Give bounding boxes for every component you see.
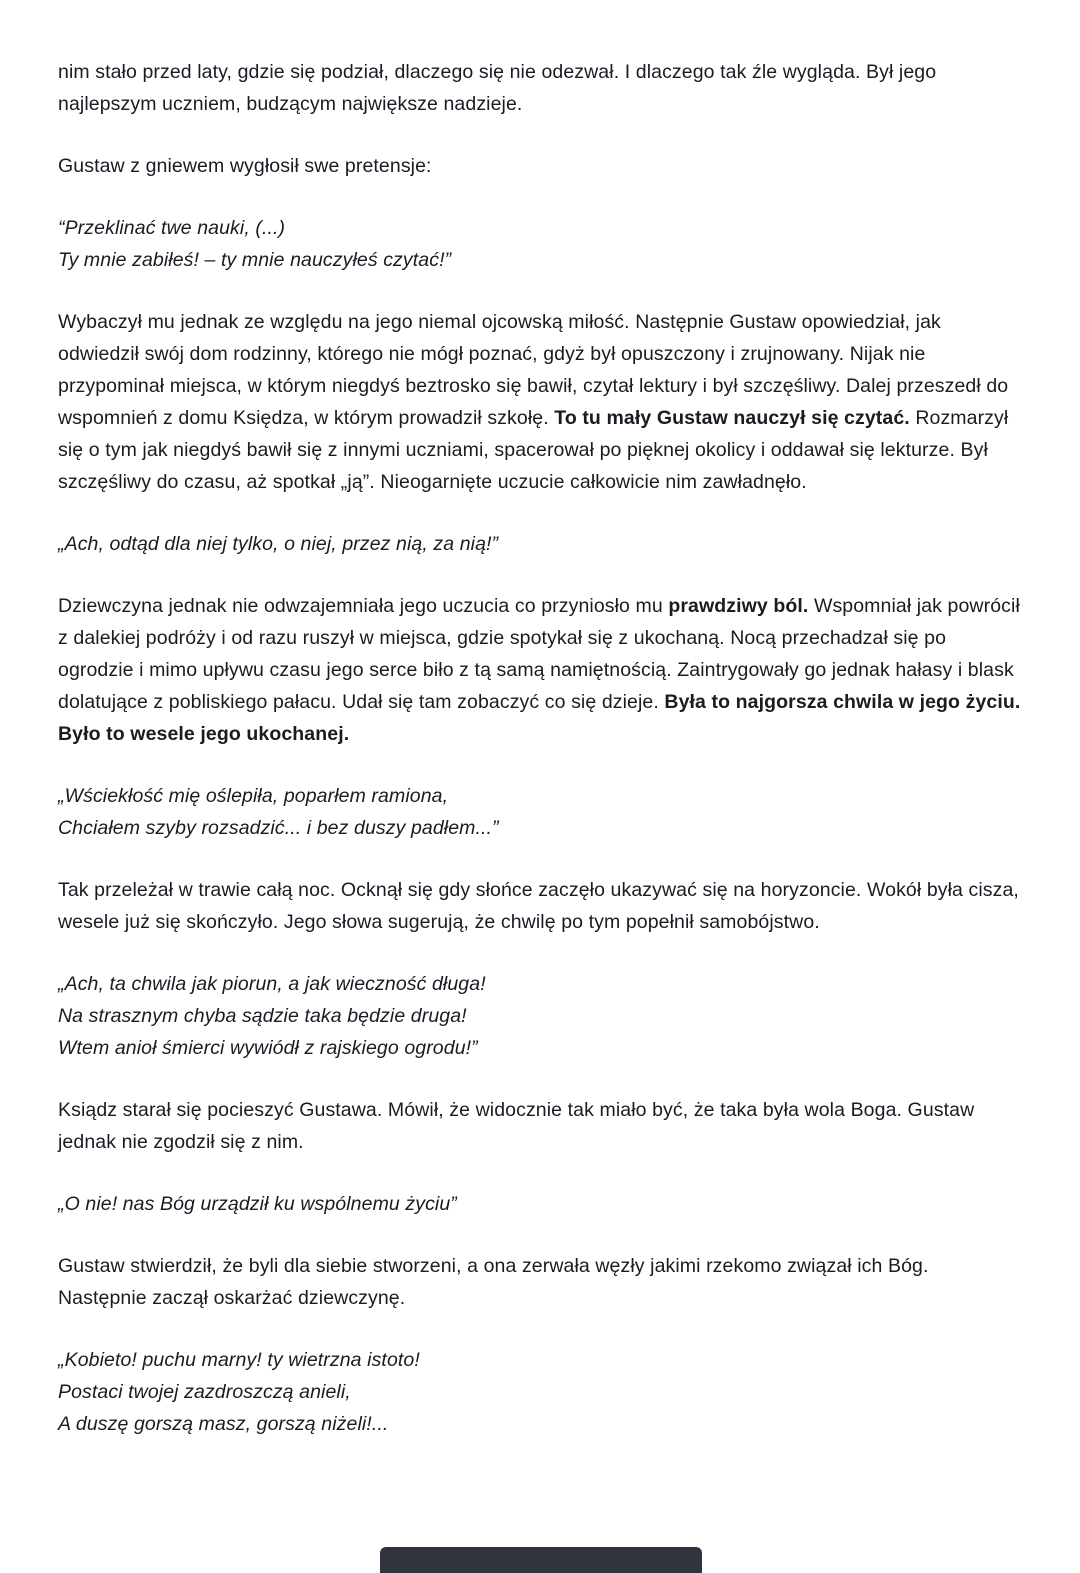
bold-text: Była to najgorsza chwila w jego życiu. Było to wesele jego ukochanej.: [58, 691, 1021, 745]
paragraph: Gustaw stwierdził, że byli dla siebie stworzeni, a ona zerwała węzły jakimi rzekomo związał ich Bóg. Następnie zaczął oskarżać dziewczynę.: [58, 1255, 929, 1309]
paragraph: Wybaczył mu jednak ze względu na jego niemal ojcowską miłość. Następnie Gustaw opowiedział, jak odwiedził swój dom rodzinny, którego nie mógł poznać, gdyż był opuszczony i zrujnowany. Nijak nie przypominał miejsca, w którym niegdyś beztrosko się bawił, czytał lektury i był szczęśliwy. Dalej przeszedł do wspomnień z domu Księdza, w którym prowadził szkołę. To tu mały Gustaw nauczył się czytać. Rozmarzył się o tym jak niegdyś bawił się z innymi uczniami, spacerował po pięknej okolicy i oddawał się lekturze. Był szczęśliwy do czasu, aż spotkał „ją”. Nieogarnięte uczucie całkowicie nim zawładnęło.: [58, 311, 1009, 493]
document-body: [58, 56, 1022, 1440]
paragraph: Dziewczyna jednak nie odwzajemniała jego uczucia co przyniosło mu prawdziwy ból. Wspomniał jak powrócił z dalekiej podróży i od razu ruszył w miejsca, gdzie spotykał się z ukochaną. Nocą przechadzał się po ogrodzie i mimo upływu czasu jego serce biło z tą samą namiętnością. Zaintrygowały go jednak hałasy i blask dolatujące z pobliskiego pałacu. Udał się tam zobaczyć co się dzieje. Była to najgorsza chwila w jego życiu. Było to wesele jego ukochanej.: [58, 595, 1021, 745]
quote-block: “Przeklinać twe nauki, (...) Ty mnie zabiłeś! – ty mnie nauczyłeś czytać!”: [58, 217, 452, 271]
paragraph: Gustaw z gniewem wygłosił swe pretensje:: [58, 155, 432, 177]
quote-block: „O nie! nas Bóg urządził ku wspólnemu życiu”: [58, 1193, 457, 1215]
quote-block: „Ach, odtąd dla niej tylko, o niej, przez nią, za nią!”: [58, 533, 499, 555]
quote-block: „Wściekłość mię oślepiła, poparłem ramiona, Chciałem szyby rozsadzić... i bez duszy padłem...”: [58, 785, 499, 839]
bottom-dark-bar: [380, 1547, 702, 1573]
bold-text: prawdziwy ból.: [668, 595, 809, 617]
paragraph: Ksiądz starał się pocieszyć Gustawa. Mówił, że widocznie tak miało być, że taka była wola Boga. Gustaw jednak nie zgodził się z nim.: [58, 1099, 975, 1153]
paragraph: nim stało przed laty, gdzie się podział, dlaczego się nie odezwał. I dlaczego tak źle wygląda. Był jego najlepszym uczniem, budzącym największe nadzieje.: [58, 61, 937, 115]
bold-text: To tu mały Gustaw nauczył się czytać.: [554, 407, 910, 429]
quote-block: „Kobieto! puchu marny! ty wietrzna istoto! Postaci twojej zazdroszczą anieli, A duszę gorszą masz, gorszą niżeli!...: [58, 1349, 420, 1435]
paragraph: Tak przeleżał w trawie całą noc. Ocknął się gdy słońce zaczęło ukazywać się na horyzoncie. Wokół była cisza, wesele już się skończyło. Jego słowa sugerują, że chwilę po tym popełnił samobójstwo.: [58, 879, 1019, 933]
quote-block: „Ach, ta chwila jak piorun, a jak wieczność długa! Na strasznym chyba sądzie taka będzie druga! Wtem anioł śmierci wywiódł z rajskiego ogrodu!”: [58, 973, 486, 1059]
